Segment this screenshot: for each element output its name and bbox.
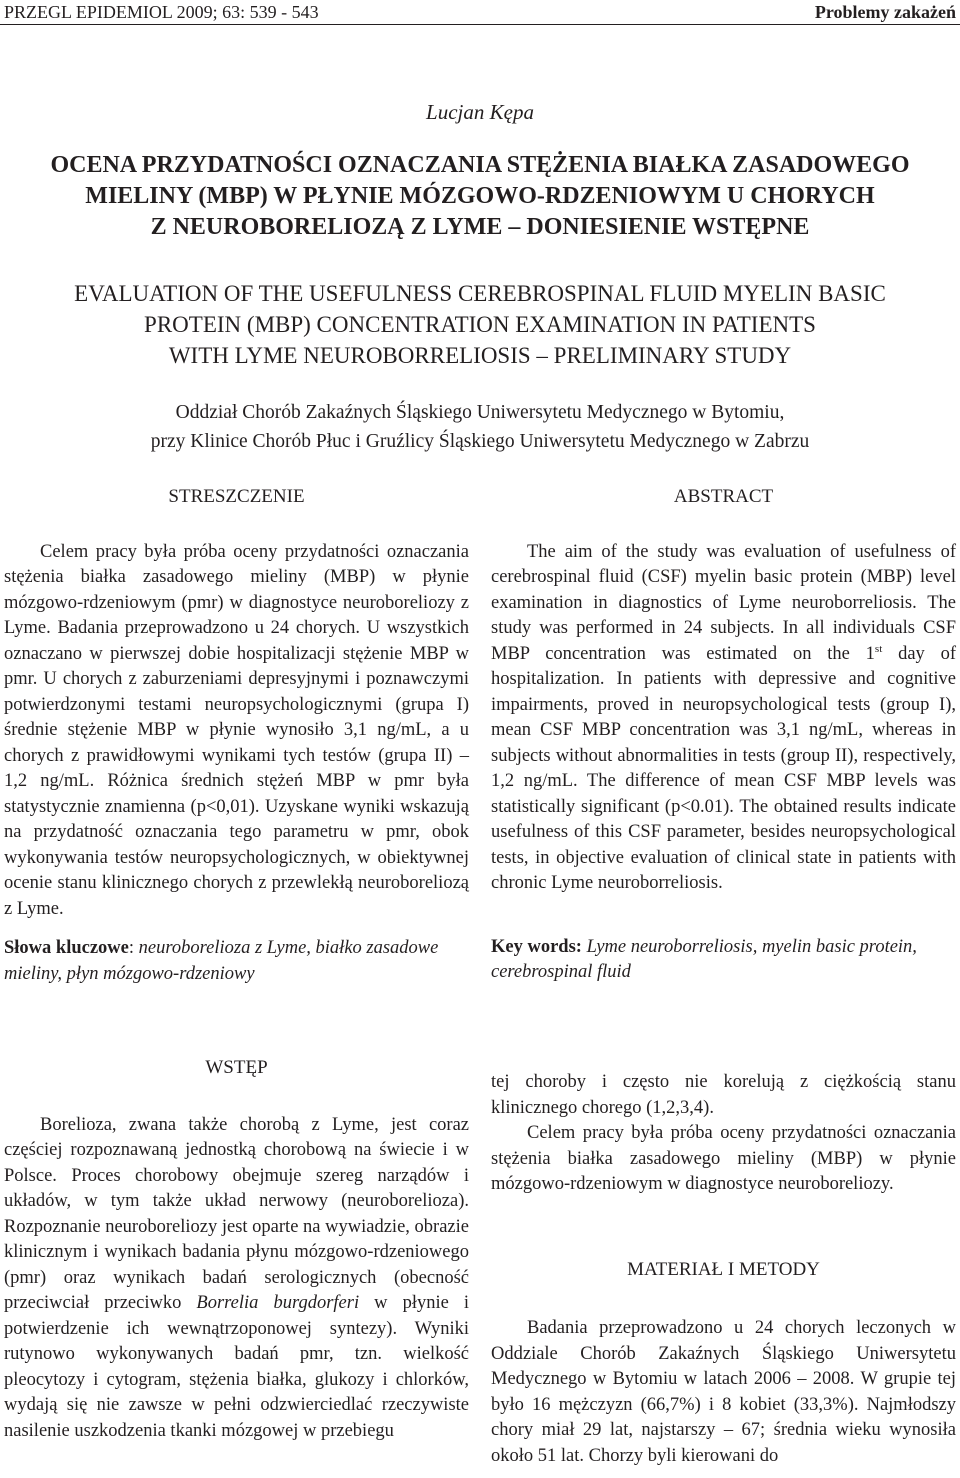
streszczenie-heading: STRESZCZENIE xyxy=(168,486,305,507)
wstep-aim-paragraph: Celem pracy była próba oceny przydatności oznaczania stężenia białka zasadowego mieliny (MBP) w płynie mózgowo-rdzeniowym w diagnostyce neuroboreliozy. xyxy=(491,1123,956,1194)
journal-reference: PRZEGL EPIDEMIOL 2009; 63: 539 - 543 xyxy=(4,2,319,22)
wstep-section xyxy=(4,1055,469,1444)
streszczenie-body: Celem pracy była próba oceny przydatności oznaczania stężenia białka zasadowego mieliny (MBP) w płynie mózgowo-rdzeniowym (pmr) w diagnostyce neuroboreliozy z Lyme. Badania przeprowadzono u 24 chorych. U wszystkich oznaczano w pierwszej dobie hospitalizacji stężenie MBP w pmr. U chorych z zaburzeniami depresyjnymi i poznawczymi potwierdzonymi testami neuropsychologicznymi (grupa I) średnie stężenie MBP w płynie wynosiło 3,1 ng/mL, a u chorych z prawidłowymi wynikami tych testów (grupa II) – 1,2 ng/mL. Różnica średnich stężeń MBP w pmr była statystycznie znamienna (p<0,01). Uzyskane wyniki wskazują na przydatność oznaczania tego parametru w pmr, obok wykonywania testów neuropsychologicznych, w obiektywnej ocenie stanu klinicznego chorych z przewlekłą neuroboreliozą z Lyme. xyxy=(4,541,469,919)
abstract-section xyxy=(491,484,956,986)
species-name: Borrelia burgdorferi xyxy=(196,1293,360,1313)
wstep-paragraph xyxy=(4,1113,469,1445)
affiliation-line: Oddział Chorób Zakaźnych Śląskiego Uniwersytetu Medycznego w Bytomiu, xyxy=(175,402,785,423)
abstract-body xyxy=(491,540,956,897)
author-name: Lucjan Kępa xyxy=(426,100,534,124)
abstract-body-part: The aim of the study was evaluation of usefulness of cerebrospinal fluid (CSF) myelin basic protein (MBP) level examination in diagnostics of Lyme neuroborreliosis. The study was performed in 24 subjects. In all individuals CSF MBP concentration was estimated on the 1 xyxy=(491,541,956,664)
wstep-continuation: tej choroby i często nie korelują z ciężkością stanu klinicznego chorego (1,2,3,4). xyxy=(491,1072,956,1118)
paragraph-text: Borelioza, zwana także chorobą z Lyme, jest coraz częściej rozpoznawaną jednostką chorobową na świecie i w Polsce. Proces chorobowy obejmuje szereg narządów i układów, w tym także układ nerwowy (neuroborelioza). Rozpoznanie neuroboreliozy jest oparte na wywiadzie, obrazie klinicznym i wynikach badania płynu mózgowo-rdzeniowego (pmr) oraz wynikach badań serologicznych (obecność przeciwciał przeciwko xyxy=(4,1114,469,1313)
title-english-line: WITH LYME NEUROBORRELIOSIS – PRELIMINARY STUDY xyxy=(168,343,792,368)
keywords-colon: : xyxy=(128,938,139,958)
keywords-label: Słowa kluczowe xyxy=(4,938,129,958)
wstep-heading: WSTĘP xyxy=(205,1057,268,1078)
right-body-column xyxy=(491,1070,956,1469)
streszczenie-keywords xyxy=(4,936,469,987)
paragraph-text: w płynie i potwierdzenie ich wewnątrzoponowej syntezy). Wyniki rutynowo wykonywanych badań pmr, tzn. wielkość pleocytozy i cytogram, stężenia białka, glukozy i chlorków, wydają się nie zawsze w pełni odzwierciedlać rzeczywiste nasilenie uszkodzenia tkanki mózgowej w przebiegu xyxy=(4,1293,469,1441)
title-polish-line: OCENA PRZYDATNOŚCI OZNACZANIA STĘŻENIA BIAŁKA ZASADOWEGO xyxy=(50,152,910,178)
keywords-label: Key words: xyxy=(491,936,582,957)
keywords-text: neuroborelioza z Lyme, białko zasadowe mieliny, płyn mózgowo-rdzeniowy xyxy=(4,938,439,984)
abstract-keywords xyxy=(491,935,956,986)
title-english-line: EVALUATION OF THE USEFULNESS CEREBROSPINAL FLUID MYELIN BASIC xyxy=(74,281,886,306)
metody-heading: MATERIAŁ I METODY xyxy=(627,1258,820,1280)
affiliation-line: przy Klinice Chorób Płuc i Gruźlicy Śląskiego Uniwersytetu Medycznego w Zabrzu xyxy=(150,431,810,452)
affiliation xyxy=(0,398,960,456)
streszczenie-section xyxy=(4,484,469,987)
keywords-text: Lyme neuroborreliosis, myelin basic protein, cerebrospinal fluid xyxy=(491,936,917,982)
title-polish-line: MIELINY (MBP) W PŁYNIE MÓZGOWO-RDZENIOWYM U CHORYCH xyxy=(85,183,875,209)
section-label: Problemy zakażeń xyxy=(814,2,956,22)
title-polish-line: Z NEUROBORELIOZĄ Z LYME – DONIESIENIE WSTĘPNE xyxy=(150,214,810,240)
title-english xyxy=(0,278,960,371)
title-english-line: PROTEIN (MBP) CONCENTRATION EXAMINATION IN PATIENTS xyxy=(144,312,816,337)
abstract-body-part: day of hospitalization. In patients with depressive and cognitive impairments, proved in neuropsychological tests (group I), mean CSF MBP concentration was 3,1 ng/mL, whereas in subjects without abnormalities in tests (group II), respectively, 1,2 ng/mL. The difference of mean CSF MBP levels was statistically significant (p<0.01). The obtained results indicate usefulness of this CSF parameter, besides neuropsychological tests, in objective evaluation of clinical state in patients with chronic Lyme neuroborreliosis. xyxy=(491,643,956,893)
header-rule xyxy=(0,24,960,25)
metody-paragraph: Badania przeprowadzono u 24 chorych leczonych w Oddziale Chorób Zakaźnych Śląskiego Uniwersytetu Medycznego w Bytomiu w latach 2006 – 2008. W grupie tej było 16 mężczyzn (66,7%) i 8 kobiet (33,3%). Najmłodszy chory miał 29 lat, najstarszy – 67; średnia wieku wynosiła około 51 lat. Chorzy byli kierowani do xyxy=(491,1318,956,1466)
title-polish xyxy=(0,150,960,243)
abstract-heading: ABSTRACT xyxy=(673,486,774,507)
abstract-superscript: st xyxy=(874,642,883,655)
running-header xyxy=(0,0,960,26)
